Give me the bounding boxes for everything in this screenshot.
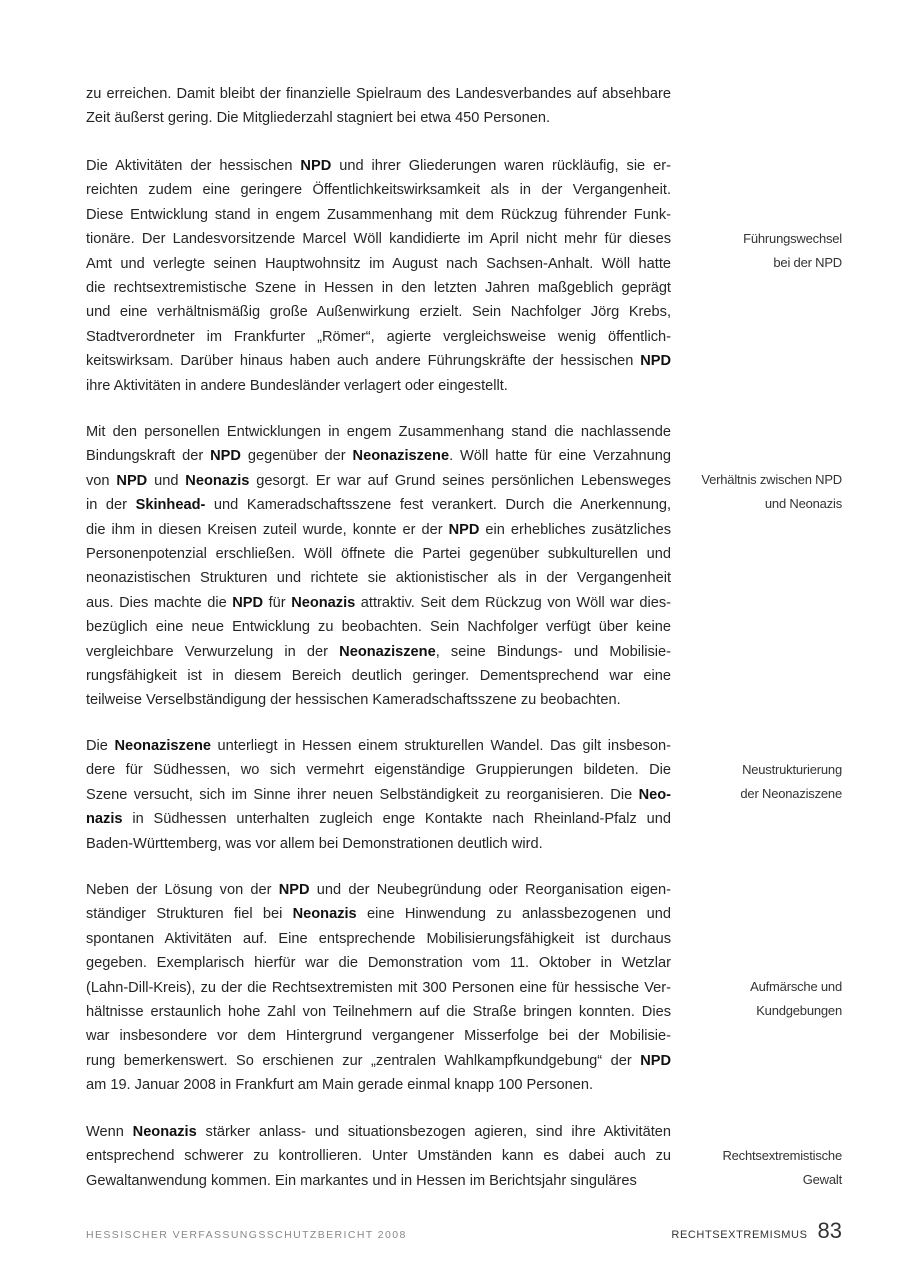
text-run: , seine Bindungs- und Mobilisie- <box>435 643 671 660</box>
text-run: gesorgt. Er war auf Grund seines persönlichen Lebensweges <box>249 472 671 489</box>
bold-term: nazis <box>86 811 123 828</box>
page-number: 83 <box>817 1218 842 1243</box>
bold-term: Neonazis <box>185 472 250 489</box>
margin-note-line: Kundgebungen <box>756 1003 842 1019</box>
text-run: war insbesondere vor dem Hintergrund vergangener Misserfolge bei der Mobilisie- <box>86 1028 671 1045</box>
text-run: Stadtverordneter im Frankfurter „Römer“, agierte vergleichsweise wenig öffentlich- <box>86 328 671 345</box>
text-run: in Südhessen unterhalten zugleich enge Kontakte nach Rheinland-Pfalz und <box>122 811 671 828</box>
text-line <box>86 1024 671 1048</box>
paragraph-3 <box>86 420 671 713</box>
text-line <box>86 1169 671 1193</box>
text-line <box>86 1073 671 1097</box>
margin-note-line: der Neonaziszene <box>740 786 842 802</box>
text-run: bezüglich eine neue Entwicklung zu beobachten. Sein Nachfolger verfügt über keine <box>86 619 671 636</box>
margin-note-verhaeltnis <box>690 468 842 517</box>
text-line <box>86 640 671 664</box>
text-line <box>86 664 671 688</box>
text-run: Die <box>86 738 115 754</box>
text-run: Die Aktivitäten der hessischen <box>86 158 301 174</box>
margin-note-line: Rechtsextremistische Gewalt <box>722 1148 842 1188</box>
bold-term: Neonazis <box>132 1124 197 1140</box>
margin-note-line: Verhältnis zwischen NPD <box>701 472 842 487</box>
text-run: die rechtsextremistische Szene in Hessen in den letzten Jahren maßgeblich geprägt <box>86 279 671 296</box>
paragraph-1 <box>86 82 671 131</box>
text-line <box>86 444 671 468</box>
text-run: rung bemerkenswert. So erschienen zur „zentralen Wahlkampfkundgebung“ der <box>86 1052 641 1069</box>
margin-note-neustrukturierung <box>690 758 842 807</box>
bold-term: Neonazis <box>291 594 356 611</box>
text-line <box>86 1000 671 1024</box>
text-run: gegenüber der <box>240 448 353 465</box>
text-run: eine Hinwendung zu anlassbezogenen und <box>356 906 671 923</box>
text-line <box>86 469 671 493</box>
bold-term: Neonazis <box>292 906 357 923</box>
text-line <box>86 154 671 178</box>
text-line <box>86 688 671 712</box>
text-run: in der <box>86 497 136 514</box>
text-run: Wenn <box>86 1124 133 1140</box>
text-run: Neben der Lösung von der <box>86 882 279 898</box>
text-run: und eine verhältnismäßig große Außenwirkung erzielt. Sein Nachfolger Jörg Krebs, <box>86 304 671 321</box>
text-run: vergleichbare Verwurzelung in der <box>86 643 340 660</box>
paragraph-2 <box>86 154 671 398</box>
text-run: Baden-Württemberg, was vor allem bei Demonstrationen deutlich wird. <box>86 835 543 852</box>
text-run: von <box>86 472 117 489</box>
text-run: und Kameradschaftsszene fest verankert. Durch die Anerkennung, <box>205 497 671 514</box>
paragraph-6 <box>86 1120 671 1193</box>
paragraph-4 <box>86 734 671 856</box>
text-line <box>86 758 671 782</box>
text-run: teilweise Verselbständigung der hessischen Kameradschaftsszene zu beobachten. <box>86 692 621 709</box>
bold-term: NPD <box>448 521 480 538</box>
margin-note-gewalt <box>690 1144 842 1193</box>
text-run: Zeit äußerst gering. Die Mitgliederzahl stagniert bei etwa 450 Personen. <box>86 110 550 127</box>
text-run: und der Neubegründung oder Reorganisation eigen- <box>309 882 671 898</box>
text-line <box>86 878 671 902</box>
text-run: am 19. Januar 2008 in Frankfurt am Main gerade einmal knapp 100 Personen. <box>86 1077 594 1094</box>
text-line <box>86 203 671 227</box>
bold-term: NPD <box>640 1052 671 1069</box>
text-line <box>86 300 671 324</box>
text-run: Amt und verlegte seinen Hauptwohnsitz im August nach Sachsen-Anhalt. Wöll hatte <box>86 255 671 272</box>
text-run: attraktiv. Seit dem Rückzug von Wöll war dies- <box>355 594 671 611</box>
footer-right <box>671 1218 842 1244</box>
text-line <box>86 1049 671 1073</box>
text-run: (Lahn-Dill-Kreis), zu der die Rechtsextremisten mit 300 Personen eine für hessische Ver- <box>86 979 671 996</box>
text-line <box>86 902 671 926</box>
text-run: zu erreichen. Damit bleibt der finanzielle Spielraum des Landesverbandes auf absehbare <box>86 86 671 102</box>
text-line <box>86 566 671 590</box>
text-run: spontanen Aktivitäten auf. Eine entsprechende Mobilisierungsfähigkeit ist durchaus <box>86 930 671 947</box>
text-run: Szene versucht, sich im Sinne ihrer neuen Selbständigkeit zu reorganisieren. Die <box>86 786 639 803</box>
text-line <box>86 591 671 615</box>
text-run: Bindungskraft der <box>86 448 211 465</box>
text-run: keitswirksam. Darüber hinaus haben auch andere Führungskräfte der hessischen <box>86 353 641 370</box>
bold-term: NPD <box>278 882 310 898</box>
margin-note-line: bei der NPD <box>773 255 842 271</box>
bold-term: Neo- <box>638 786 671 803</box>
footer-publication-title: HESSISCHER VERFASSUNGSSCHUTZBERICHT 2008 <box>86 1229 407 1241</box>
margin-note-fuehrungswechsel <box>690 227 842 276</box>
text-run: unterliegt in Hessen einem strukturellen Wandel. Das gilt insbeson- <box>210 738 671 754</box>
margin-note-aufmaersche <box>690 975 842 1024</box>
text-line <box>86 976 671 1000</box>
text-line <box>86 783 671 807</box>
margin-note-line: Neustrukturierung <box>742 762 842 777</box>
text-run: rungsfähigkeit ist in diesem Bereich deutlich geringer. Dementsprechend war eine <box>86 667 671 684</box>
text-run: für <box>263 594 292 611</box>
text-run: Gewaltanwendung kommen. Ein markantes und in Hessen im Berichtsjahr singuläres <box>86 1172 637 1189</box>
text-line <box>86 325 671 349</box>
text-run: aus. Dies machte die <box>86 594 233 611</box>
bold-term: NPD <box>300 158 332 174</box>
margin-note-line: Führungswechsel <box>743 231 842 246</box>
text-line <box>86 374 671 398</box>
bold-term: NPD <box>640 353 671 370</box>
bold-term: NPD <box>116 472 148 489</box>
margin-note-line: Aufmärsche und <box>750 979 842 994</box>
text-line <box>86 832 671 856</box>
text-run: hältnisse erstaunlich hohe Zahl von Teilnehmern auf die Straße bringen konnten. Dies <box>86 1003 671 1020</box>
text-run: und ihrer Gliederungen waren rückläufig, sie er- <box>331 158 671 174</box>
text-line <box>86 951 671 975</box>
text-line <box>86 734 671 758</box>
text-run: gegeben. Exemplarisch hierfür war die Demonstration vom 11. Oktober in Wetzlar <box>86 955 671 972</box>
text-run: Personenpotenzial erschließen. Wöll öffnete die Partei gegenüber subkulturellen und <box>86 545 671 562</box>
text-line <box>86 106 671 130</box>
text-run: die ihm in diesen Kreisen zuteil wurde, konnte er der <box>86 521 449 538</box>
text-line <box>86 227 671 251</box>
text-line <box>86 542 671 566</box>
text-run: ein erhebliches zusätzliches <box>479 521 671 538</box>
text-run: ständiger Strukturen fiel bei <box>86 906 293 923</box>
text-line <box>86 178 671 202</box>
text-line <box>86 349 671 373</box>
paragraph-5 <box>86 878 671 1098</box>
text-run: stärker anlass- und situationsbezogen agieren, sind ihre Aktivitäten <box>196 1124 671 1140</box>
text-line <box>86 276 671 300</box>
text-line <box>86 807 671 831</box>
bold-term: NPD <box>232 594 264 611</box>
bold-term: Neonaziszene <box>114 738 211 754</box>
bold-term: NPD <box>210 448 241 465</box>
text-run: und <box>147 472 186 489</box>
text-line <box>86 420 671 444</box>
text-line <box>86 518 671 542</box>
text-run: tionäre. Der Landesvorsitzende Marcel Wöll kandidierte im April nicht mehr für dieses <box>86 231 671 248</box>
text-run: ihre Aktivitäten in andere Bundesländer verlagert oder eingestellt. <box>86 377 508 394</box>
text-line <box>86 252 671 276</box>
text-run: neonazistischen Strukturen und richtete sie aktionistischer als in der Vergangenheit <box>86 570 671 587</box>
text-run: Diese Entwicklung stand in engem Zusammenhang mit dem Rückzug führender Funk- <box>86 206 671 223</box>
margin-note-line: und Neonazis <box>764 496 842 512</box>
text-line <box>86 493 671 517</box>
bold-term: Neonaziszene <box>352 448 450 465</box>
bold-term: Neonaziszene <box>339 643 436 660</box>
text-line <box>86 615 671 639</box>
footer-section-title: RECHTSEXTREMISMUS <box>671 1229 808 1241</box>
text-line <box>86 1144 671 1168</box>
text-line <box>86 82 671 106</box>
text-run: dere für Südhessen, wo sich vermehrt eigenständige Gruppierungen bildeten. Die <box>86 762 671 779</box>
bold-term: Skinhead- <box>135 497 206 514</box>
text-run: . Wöll hatte für eine Verzahnung <box>449 448 671 465</box>
text-line <box>86 927 671 951</box>
text-line <box>86 1120 671 1144</box>
text-run: entsprechend schwerer zu kontrollieren. Unter Umständen kann es dabei auch zu <box>86 1148 671 1165</box>
text-run: reichten zudem eine geringere Öffentlichkeitswirksamkeit als in der Vergangenheit. <box>86 182 671 199</box>
text-run: Mit den personellen Entwicklungen in engem Zusammenhang stand die nachlassende <box>86 424 671 440</box>
